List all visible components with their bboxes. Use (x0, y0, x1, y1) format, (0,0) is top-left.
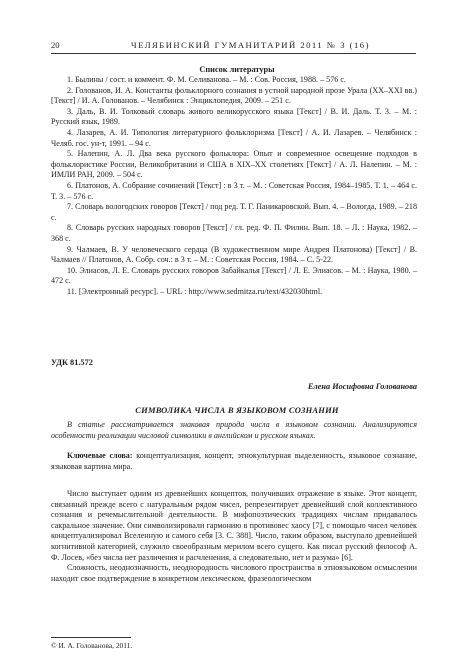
article-body (51, 489, 417, 584)
keywords-label: Ключевые слова: (67, 451, 133, 460)
article-abstract: В статье рассматривается знаковая природа числа в языковом сознании. Анализируются особенности реализации числовой символики в английском и русском языках. (51, 420, 417, 440)
reference-item: 2. Голованов, И. А. Константы фольклорного сознания в устной народной прозе Урала (XX–XXI вв.) [Текст] / И. А. Голованов. – Челябинск : Энциклопедия, 2009. – 251 с. (51, 85, 417, 106)
udk-code: УДК 81.572 (51, 358, 93, 367)
keywords-text: концептуализация, концепт, этнокультурная выделенность, языковое сознание, языковая картина мира. (51, 451, 417, 471)
reference-item: 8. Словарь русских народных говоров [Текст] / гл. ред. Ф. П. Филин. Вып. 18. – Л. : Наука, 1982. – 368 с. (51, 223, 417, 243)
running-header (51, 38, 415, 52)
reference-item: 5. Налепин, А. Л. Два века русского фольклора: Опыт и современное освещение подходов в фольклористике России, Великобритании и США в XIX–XX столетиях [Текст] / А. Л. Налепин. – М. : ИМЛИ РАН, 2009. – 504 с. (51, 149, 417, 180)
reference-item: 11. [Электронный ресурс]. – URL : http://www.sedmitza.ru/text/432030html. (67, 286, 323, 296)
reference-item: 1. Былины / сост. и коммент. Ф. М. Селиванова. – М. : Сов. Россия, 1988. – 576 с. (67, 75, 346, 84)
reference-item: 9. Чалмаев, В. У человеческого сердца (В художественном мире Андрея Платонова) [Текст] / В. Чалмаев // Платонов, А. Собр. соч.: в 3 т. – М. : Советская Россия, 1984. – С. 5-22. (51, 244, 417, 265)
journal-title: ЧЕЛЯБИНСКИЙ ГУМАНИТАРИЙ 2011 № 3 (16) (131, 40, 370, 50)
references-title: Список литературы (199, 65, 275, 74)
copyright-notice: © И. А. Голованова, 2011. (51, 641, 133, 650)
references-list (51, 75, 417, 297)
body-paragraph: Сложность, неоднозначность, неоднородность числового пространства в этноязыковом осмыслении находит свое подтверждение в конкретном лексическом, фразеологическом (51, 563, 417, 583)
article-author: Елена Иосифовна Голованова (307, 382, 417, 391)
footnote-divider (51, 637, 131, 638)
header-divider (51, 53, 416, 54)
body-paragraph: Число выступает одним из древнейших концептов, получивших отражение в языке. Этот концепт, связанный прежде всего с натуральным рядом чисел, репрезентирует древнейший слой коллективного сознания и речемыслительной деятельности. В мифопоэтических традициях числам придавалось сакральное значение. Они символизировали гармонию в противовес хаосу [7], с помощью чисел человек концептуализировал Вселенную и самого себя [3. С. 388]. Число, таким образом, выступало древнейшей когнитивной категорией, служило своеобразным мерилом всего сущего. Как писал русский философ А. Ф. Лосев, «без числа нет различения и расчленения, а следовательно, нет и разума» [6]. (51, 489, 417, 562)
page-number: 20 (51, 40, 60, 50)
reference-item: 7. Словарь вологодских говоров [Текст] / под ред. Т. Г. Паникаровской. Вып. 4. – Вологда, 1989. – 218 с. (51, 202, 417, 222)
reference-item: 10. Элиасов, Л. Е. Словарь русских говоров Забайкалья [Текст] / Л. Е. Элиасов. – М. : Наука, 1980. – 472 с. (51, 265, 417, 286)
reference-item: 6. Платонов, А. Собрание сочинений [Текст] : в 3 т. – М. : Советская Россия, 1984–1985. Т. 1. – 464 с. Т. 3. – 576 с. (51, 180, 417, 201)
keywords-block (51, 451, 417, 472)
reference-item: 4. Лазарев, А. И. Типология литературного фольклоризма [Текст] / А. И. Лазарев. – Челябинск : Челяб. гос. ун-т, 1991. – 94 с. (51, 127, 417, 148)
reference-item: 3. Даль, В. И. Толковый словарь живого великорусского языка [Текст] / В. И. Даль. Т. 3. – М. : Русский язык, 1989. (51, 106, 417, 127)
article-title: СИМВОЛИКА ЧИСЛА В ЯЗЫКОВОМ СОЗНАНИИ (135, 405, 339, 415)
